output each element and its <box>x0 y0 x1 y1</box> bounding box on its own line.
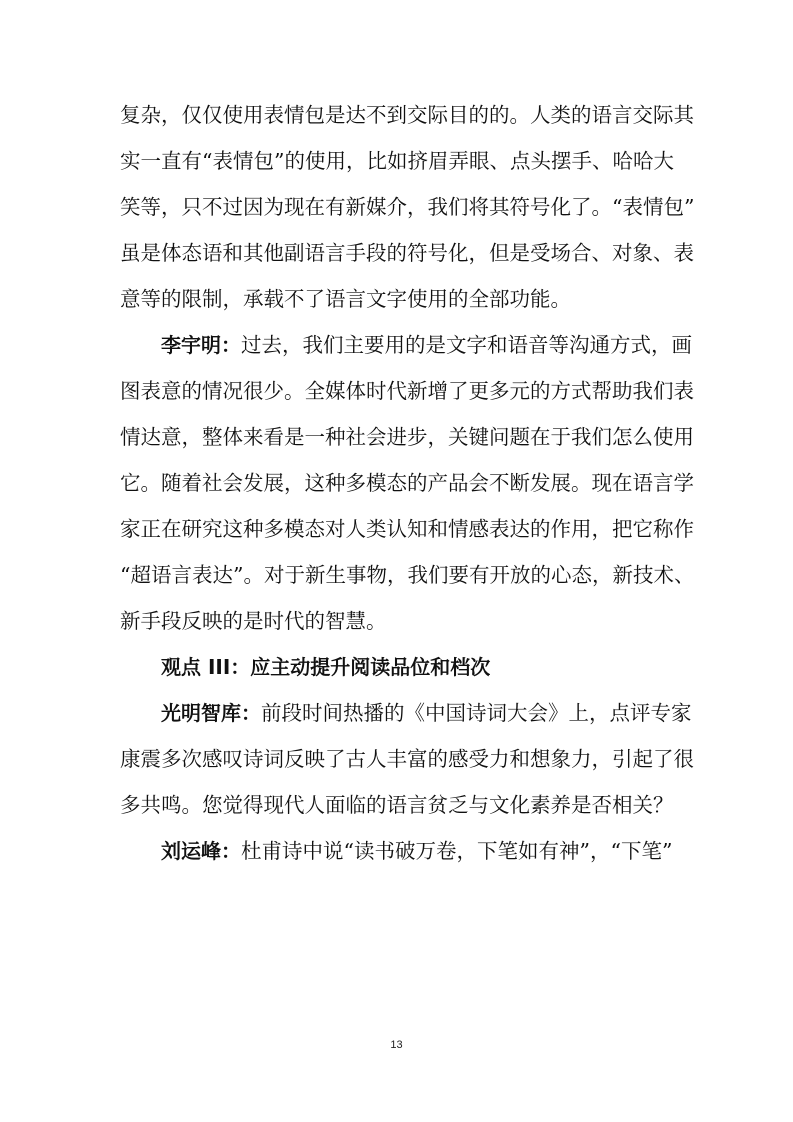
speaker-name: 李宇明： <box>161 333 241 357</box>
paragraph-line: 它。随着社会发展，这种多模态的产品会不断发展。现在语言学 <box>120 471 694 495</box>
paragraph-line: 情达意，整体来看是一种社会进步，关键问题在于我们怎么使用 <box>120 425 694 449</box>
paragraph-first-line <box>161 837 680 865</box>
paragraph-line: 复杂，仅仅使用表情包是达不到交际目的的。人类的语言交际其 <box>120 103 694 127</box>
paragraph-line: 康震多次感叹诗词反映了古人丰富的感受力和想象力，引起了很 <box>120 747 694 771</box>
paragraph-text: 过去，我们主要用的是文字和语音等沟通方式，画 <box>241 333 692 357</box>
paragraph-text: 杜甫诗中说“读书破万卷，下笔如有神”，“下笔” <box>241 839 673 863</box>
paragraph-line: 多共鸣。您觉得现代人面临的语言贫乏与文化素养是否相关？ <box>120 793 674 817</box>
paragraph-line: 笑等，只不过因为现在有新媒介，我们将其符号化了。“表情包” <box>120 195 695 219</box>
paragraph-line: 实一直有“表情包”的使用，比如挤眉弄眼、点头摆手、哈哈大 <box>120 149 674 173</box>
paragraph-line: 虽是体态语和其他副语言手段的符号化，但是受场合、对象、表 <box>120 241 694 265</box>
paragraph-line: 意等的限制，承载不了语言文字使用的全部功能。 <box>120 287 571 311</box>
paragraph-line: 家正在研究这种多模态对人类认知和情感表达的作用，把它称作 <box>120 517 694 541</box>
paragraph-first-line <box>161 331 692 359</box>
paragraph-first-line <box>161 699 692 727</box>
section-heading: 观点 III：应主动提升阅读品位和档次 <box>161 655 491 679</box>
speaker-name: 刘运峰： <box>161 839 241 863</box>
paragraph-text: 前段时间热播的《中国诗词大会》上，点评专家 <box>261 701 692 725</box>
speaker-name: 光明智库： <box>161 701 261 725</box>
paragraph-line: 新手段反映的是时代的智慧。 <box>120 609 387 633</box>
paragraph-line: “超语言表达”。对于新生事物，我们要有开放的心态，新技术、 <box>120 563 695 587</box>
page-number: 13 <box>390 1039 403 1051</box>
paragraph-line: 图表意的情况很少。全媒体时代新增了更多元的方式帮助我们表 <box>120 379 694 403</box>
